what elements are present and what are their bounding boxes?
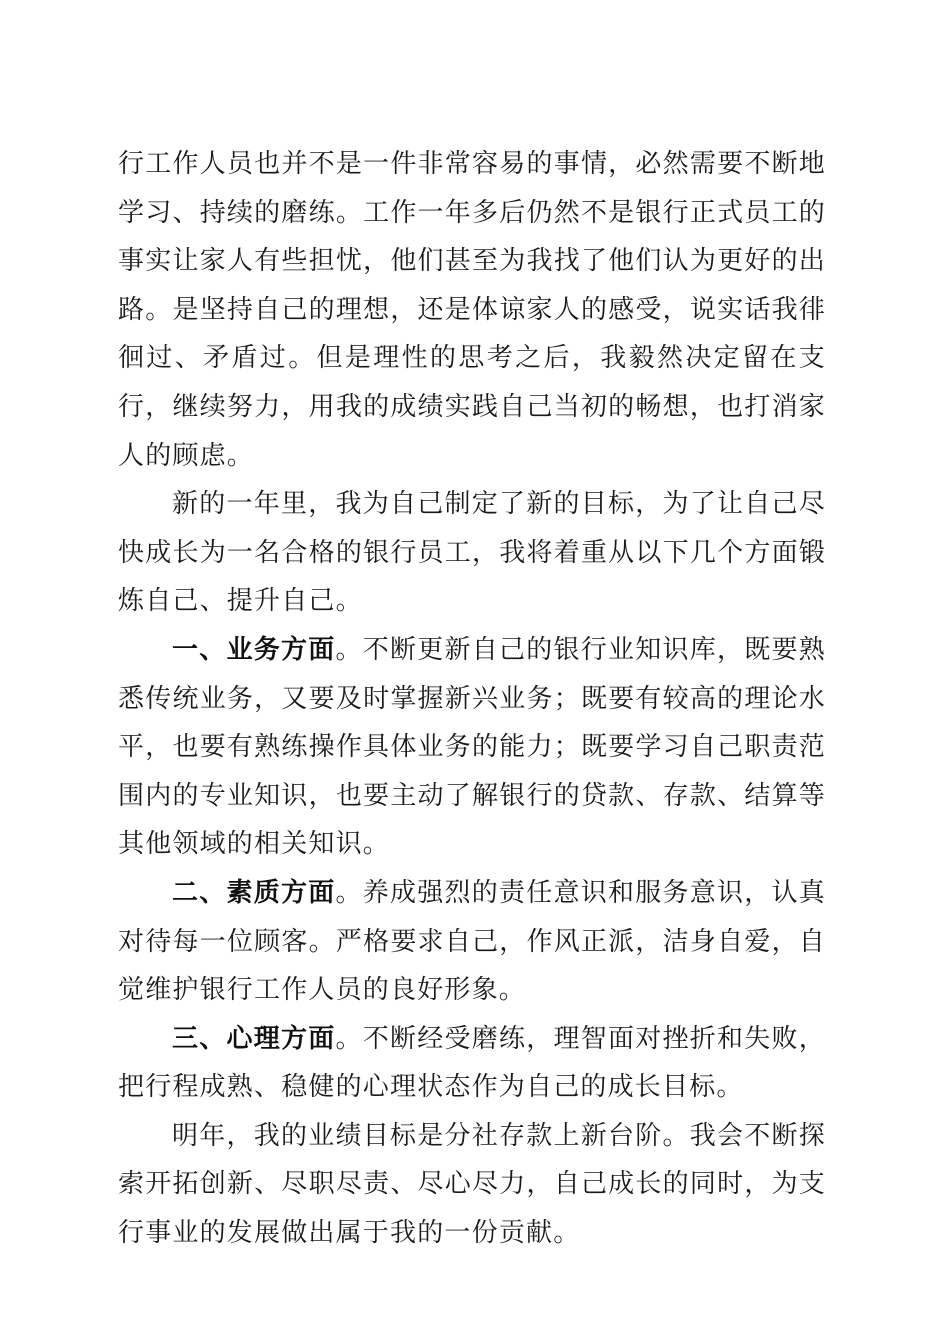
paragraph-psychology xyxy=(118,1015,826,1112)
section-heading-psychology: 三、心理方面 xyxy=(172,1023,336,1054)
paragraph-continuation xyxy=(118,140,826,480)
paragraph-new-year-goals xyxy=(118,480,826,626)
paragraph-text: 。不断更新自己的银行业知识库，既要熟悉传统业务，又要及时掌握新兴业务；既要有较高的理论水平，也要有熟练操作具体业务的能力；既要学习自己职责范围内的专业知识，也要主动了解银行的贷款、存款、结算等其他领域的相关知识。 xyxy=(118,634,826,860)
paragraph-next-year xyxy=(118,1112,826,1258)
paragraph-text: 新的一年里，我为自己制定了新的目标，为了让自己尽快成长为一名合格的银行员工，我将着重从以下几个方面锻炼自己、提升自己。 xyxy=(118,489,826,617)
paragraph-text: 。不断经受磨练，理智面对挫折和失败，把行程成熟、稳健的心理状态作为自己的成长目标。 xyxy=(118,1023,826,1103)
section-heading-quality: 二、素质方面 xyxy=(172,877,336,908)
section-heading-business: 一、业务方面 xyxy=(172,634,336,665)
paragraph-text: 明年，我的业绩目标是分社存款上新台阶。我会不断探索开拓创新、尽职尽责、尽心尽力，自己成长的同时，为支行事业的发展做出属于我的一份贡献。 xyxy=(118,1120,826,1249)
paragraph-text: 。养成强烈的责任意识和服务意识，认真对待每一位顾客。严格要求自己，作风正派，洁身自爱，自觉维护银行工作人员的良好形象。 xyxy=(118,877,826,1006)
paragraph-quality xyxy=(118,869,826,1015)
paragraph-text: 行工作人员也并不是一件非常容易的事情，必然需要不断地学习、持续的磨练。工作一年多后仍然不是银行正式员工的事实让家人有些担忧，他们甚至为我找了他们认为更好的出路。是坚持自己的理想，还是体谅家人的感受，说实话我徘徊过、矛盾过。但是理性的思考之后，我毅然决定留在支行，继续努力，用我的成绩实践自己当初的畅想，也打消家人的顾虑。 xyxy=(118,149,826,471)
paragraph-business xyxy=(118,626,826,869)
